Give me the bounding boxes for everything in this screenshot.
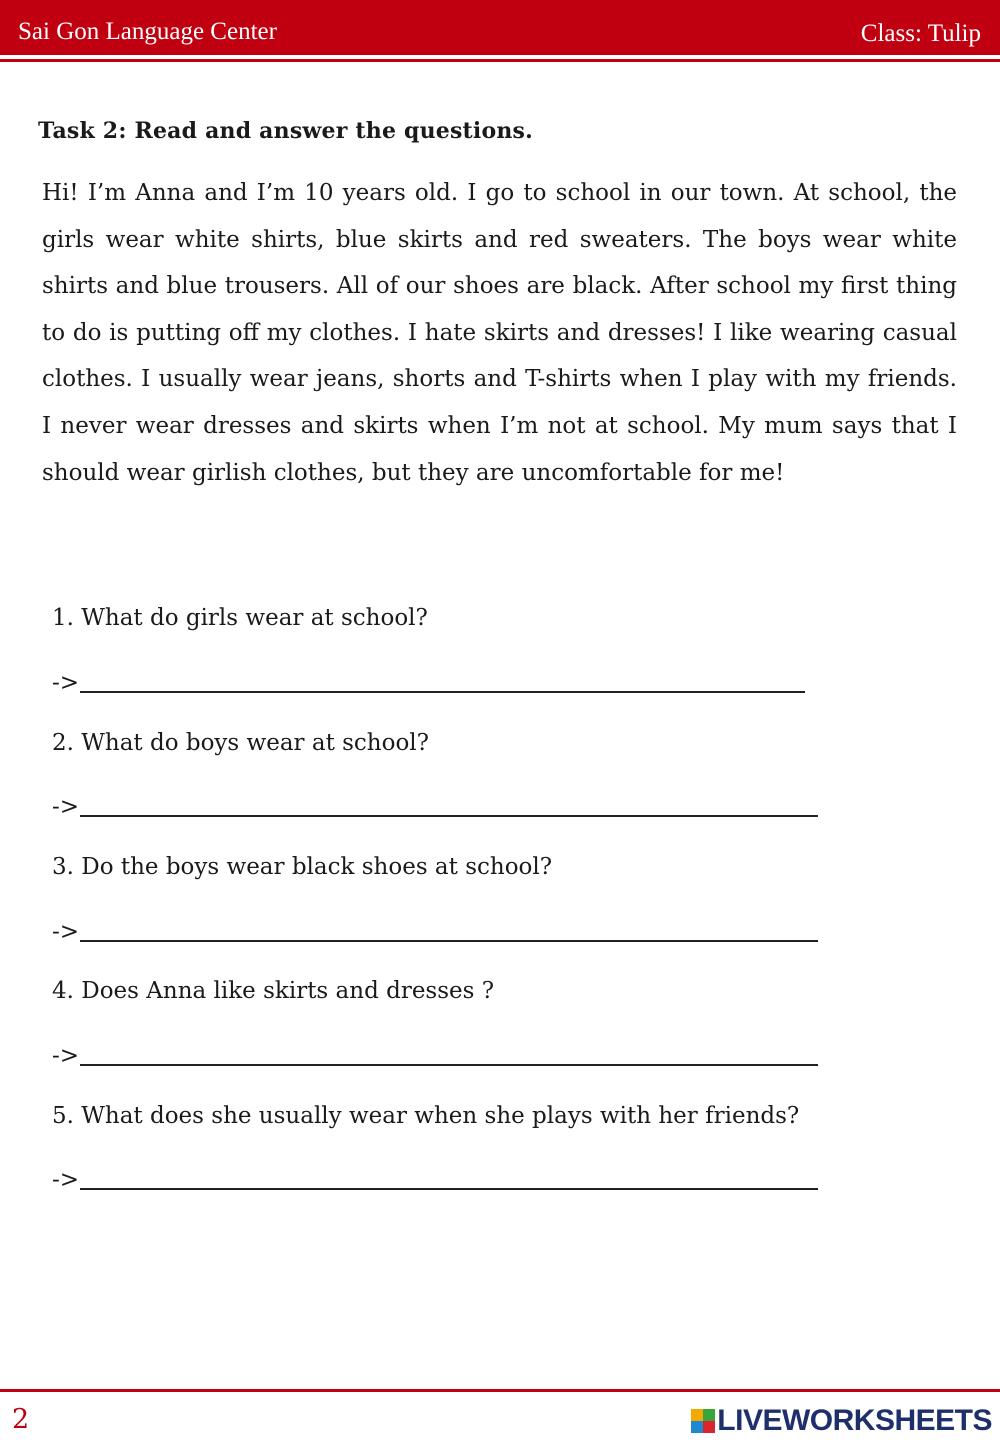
answer-blank-4[interactable]: [80, 1064, 818, 1066]
answer-arrow: ->: [52, 1167, 80, 1193]
question-1: 1. What do girls wear at school?: [52, 605, 428, 631]
answer-blank-3[interactable]: [80, 940, 818, 942]
class-label: Class: Tulip: [860, 20, 981, 47]
answer-arrow: ->: [52, 670, 80, 696]
answer-arrow: ->: [52, 794, 80, 820]
reading-passage: Hi! I’m Anna and I’m 10 years old. I go to school in our town. At school, the girls wear white shirts, blue skirts and red sweaters. The boys wear white shirts and blue trousers. All of our shoes are black. After school my first thing to do is putting off my clothes. I hate skirts and dresses! I like wearing casual clothes. I usually wear jeans, shorts and T-shirts when I play with my friends. I never wear dresses and skirts when I’m not at school. My mum says that I should wear girlish clothes, but they are uncomfortable for me!: [42, 180, 957, 486]
answer-row-4: [52, 1041, 818, 1071]
answer-blank-5[interactable]: [80, 1188, 818, 1190]
answer-arrow: ->: [52, 1043, 80, 1069]
footer-divider: [0, 1389, 1000, 1392]
answer-row-5: [52, 1165, 818, 1195]
answer-row-1: [52, 668, 805, 698]
question-3: 3. Do the boys wear black shoes at school?: [52, 854, 553, 880]
center-name: Sai Gon Language Center: [18, 18, 277, 45]
header-divider: [0, 59, 1000, 62]
question-5: 5. What does she usually wear when she plays with her friends?: [52, 1103, 800, 1129]
question-4: 4. Does Anna like skirts and dresses ?: [52, 978, 495, 1004]
task-title: Task 2: Read and answer the questions.: [38, 118, 533, 144]
answer-blank-1[interactable]: [80, 691, 805, 693]
answer-row-2: [52, 792, 818, 822]
liveworksheets-logo-icon: [691, 1409, 715, 1433]
page-header: [0, 0, 1000, 55]
brand-name: LIVEWORKSHEETS: [717, 1404, 992, 1437]
answer-arrow: ->: [52, 919, 80, 945]
answer-blank-2[interactable]: [80, 815, 818, 817]
question-2: 2. What do boys wear at school?: [52, 730, 429, 756]
page-number: 2: [12, 1404, 30, 1435]
brand-logo: [691, 1403, 992, 1439]
answer-row-3: [52, 917, 818, 947]
